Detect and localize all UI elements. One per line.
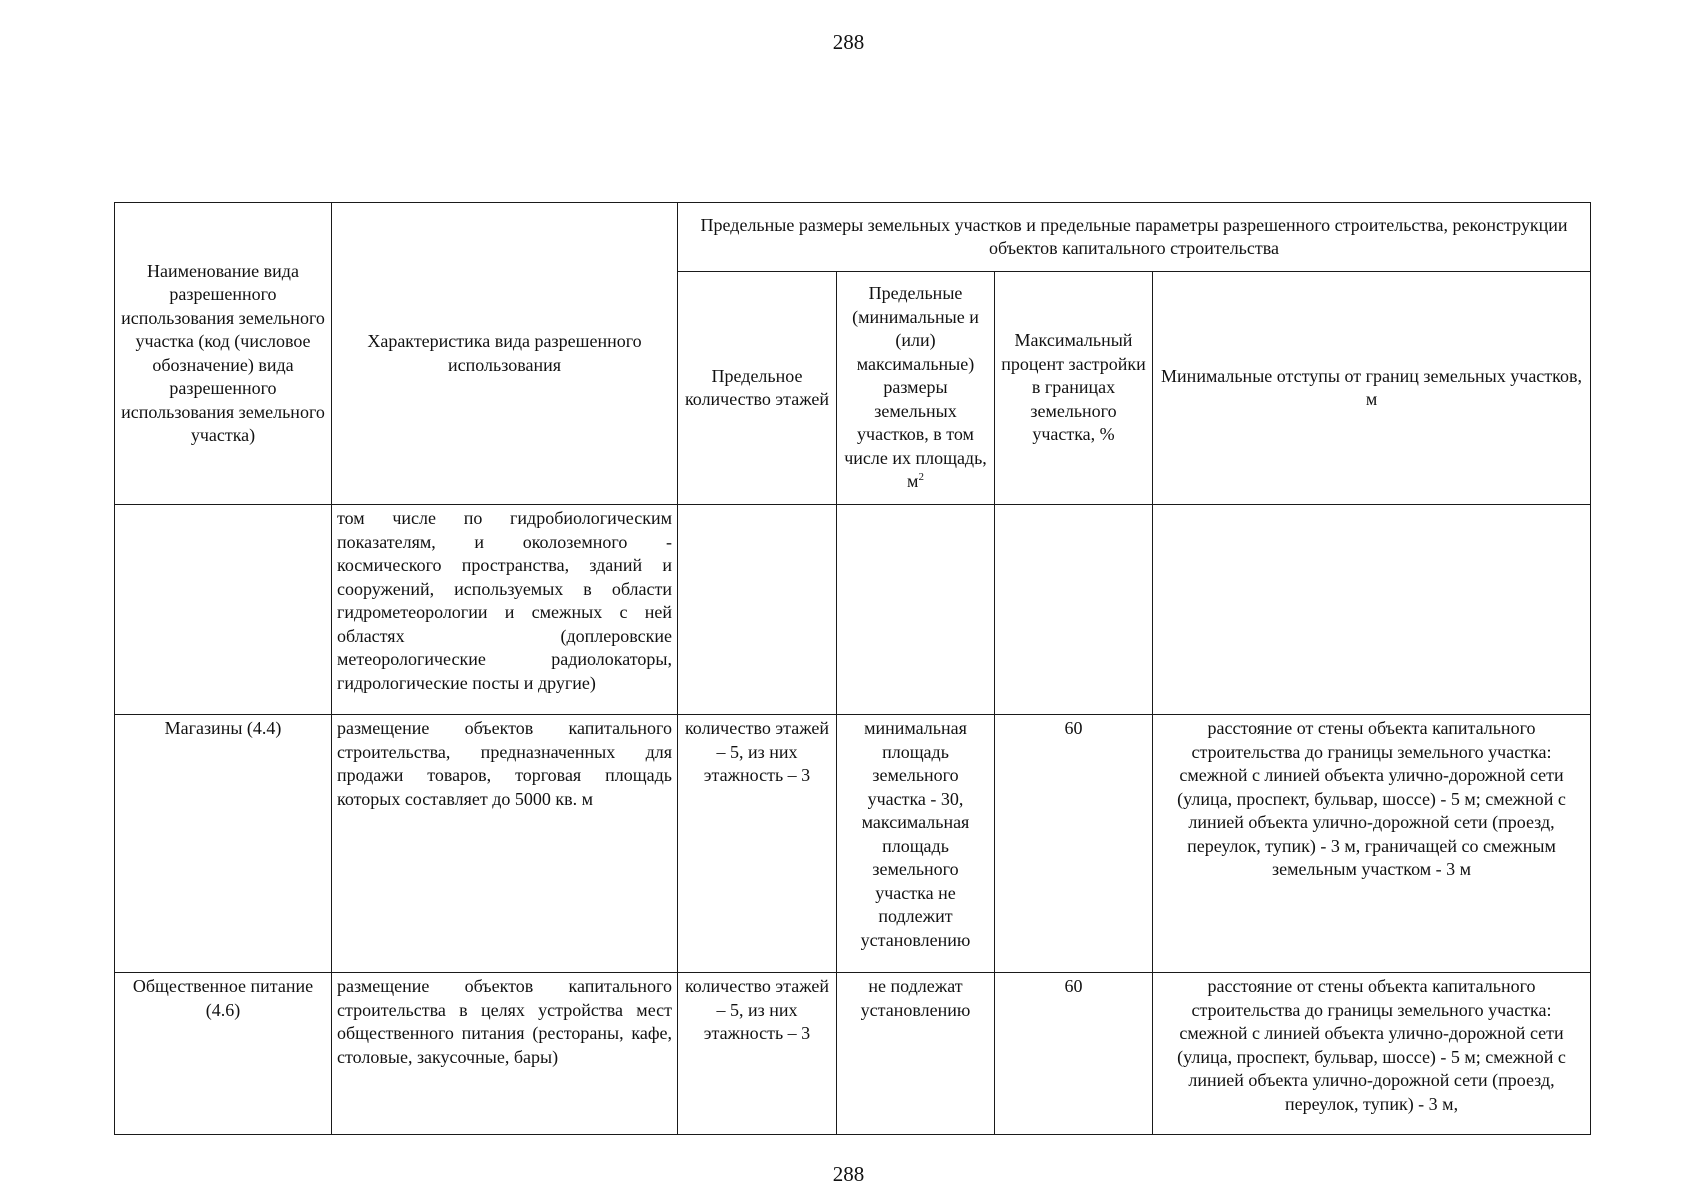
page-number-bottom: 288 (832, 1162, 865, 1186)
cell-floors: количество этажей – 5, из них этажность – 3 (678, 973, 837, 1135)
cell-characteristic: том числе по гидробиологическим показателям, и околоземного - космического пространства, зданий и сооружений, используемых в области гидрометеорологии и смежных с ней областях (доплеровские метеорологические радиолокаторы, гидрологические посты и другие) (332, 505, 678, 715)
land-use-table (114, 202, 1591, 1135)
cell-floors: количество этажей – 5, из них этажность – 3 (678, 715, 837, 973)
cell-setbacks: расстояние от стены объекта капитального строительства до границы земельного участка: смежной с линией объекта улично-дорожной сети (улица, проспект, бульвар, шоссе) - 5 м; смежной с линией объекта улично-дорожной сети (проезд, переулок, тупик) - 3 м, (1153, 973, 1591, 1135)
cell-characteristic: размещение объектов капитального строительства, предназначенных для продажи товаров, торговая площадь которых составляет до 5000 кв. м (332, 715, 678, 973)
header-col-percent: Максимальный процент застройки в границах земельного участка, % (995, 272, 1153, 505)
header-col-sizes-sup: 2 (918, 471, 924, 484)
cell-percent: 60 (995, 715, 1153, 973)
cell-setbacks (1153, 505, 1591, 715)
cell-name: Общественное питание (4.6) (115, 973, 332, 1135)
cell-name (115, 505, 332, 715)
header-col-floors: Предельное количество этажей (678, 272, 837, 505)
header-col-characteristic: Характеристика вида разрешенного использования (332, 203, 678, 505)
table-row (115, 505, 1591, 715)
table-row (115, 715, 1591, 973)
header-col-name: Наименование вида разрешенного использования земельного участка (код (числовое обозначение) вида разрешенного использования земельного участка) (115, 203, 332, 505)
cell-percent: 60 (995, 973, 1153, 1135)
cell-percent (995, 505, 1153, 715)
cell-setbacks: расстояние от стены объекта капитального строительства до границы земельного участка: смежной с линией объекта улично-дорожной сети (улица, проспект, бульвар, шоссе) - 5 м; смежной с линией объекта улично-дорожной сети (проезд, переулок, тупик) - 3 м, граничащей со смежным земельным участком - 3 м (1153, 715, 1591, 973)
header-row-1 (115, 203, 1591, 272)
cell-sizes (837, 505, 995, 715)
cell-sizes: минимальная площадь земельного участка - 30, максимальная площадь земельного участка не подлежит установлению (837, 715, 995, 973)
header-col-sizes (837, 272, 995, 505)
cell-floors (678, 505, 837, 715)
header-group-title: Предельные размеры земельных участков и предельные параметры разрешенного строительства, реконструкции объектов капитального строительства (678, 203, 1591, 272)
cell-name: Магазины (4.4) (115, 715, 332, 973)
cell-characteristic: размещение объектов капитального строительства в целях устройства мест общественного питания (рестораны, кафе, столовые, закусочные, бары) (332, 973, 678, 1135)
table-row (115, 973, 1591, 1135)
header-col-setbacks: Минимальные отступы от границ земельных участков, м (1153, 272, 1591, 505)
header-col-sizes-text: Предельные (минимальные и (или) максимальные) размеры земельных участков, в том числе их площадь, м (844, 283, 987, 492)
cell-sizes: не подлежат установлению (837, 973, 995, 1135)
page-number-top: 288 (832, 30, 865, 54)
